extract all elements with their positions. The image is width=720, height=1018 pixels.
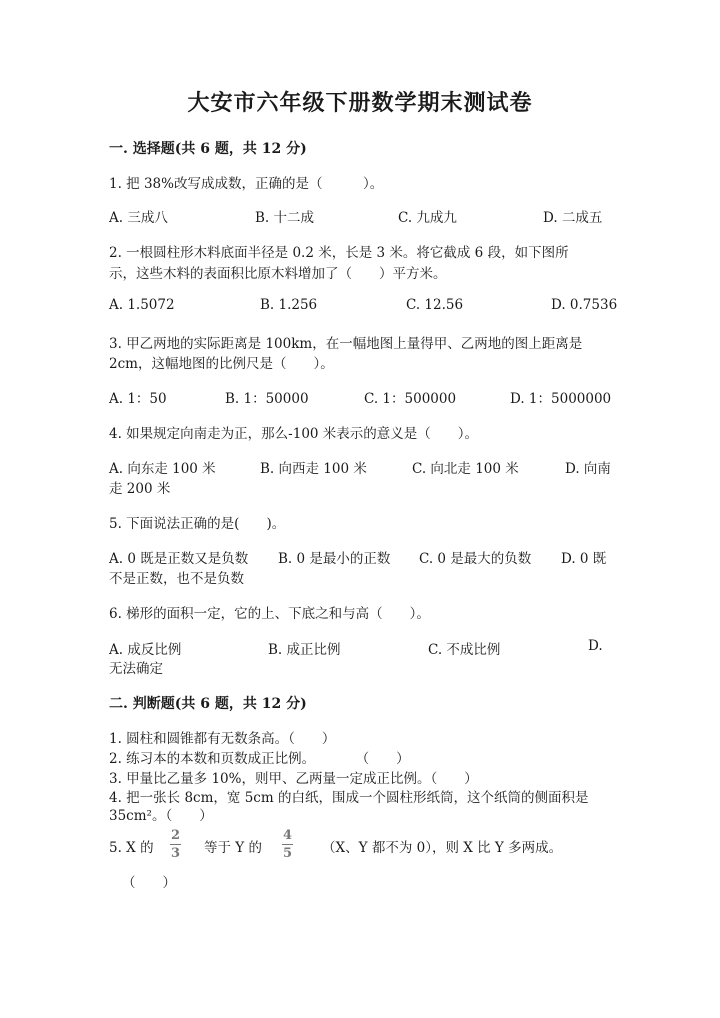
q6-option-d-wrap: 无法确定 bbox=[109, 661, 163, 677]
question-2-line1: 2. 一根圆柱形木料底面半径是 0.2 米，长是 3 米。将它截成 6 段，如下图所 bbox=[109, 245, 569, 261]
fraction-four-fifths-numerator: 4 bbox=[282, 828, 293, 843]
fraction-bar bbox=[170, 844, 181, 845]
question-3-line2: 2cm，这幅地图的比例尺是（ ）。 bbox=[109, 356, 334, 372]
fraction-four-fifths bbox=[282, 829, 293, 860]
q1-option-c: C. 九成九 bbox=[398, 210, 457, 226]
q5-option-d: D. 0 既 bbox=[561, 551, 607, 567]
q3-option-d: D. 1：5000000 bbox=[510, 391, 612, 407]
q6-option-a: A. 成反比例 bbox=[109, 642, 182, 658]
question-3-line1: 3. 甲乙两地的实际距离是 100km，在一幅地图上量得甲、乙两地的图上距离是 bbox=[109, 336, 583, 352]
q2-option-c: C. 12.56 bbox=[406, 297, 464, 313]
page-title: 大安市六年级下册数学期末测试卷 bbox=[187, 90, 533, 116]
q5-option-b: B. 0 是最小的正数 bbox=[278, 551, 391, 567]
judge-question-3: 3. 甲量比乙量多 10%，则甲、乙两量一定成正比例。（ ） bbox=[109, 771, 478, 787]
q2-option-b: B. 1.256 bbox=[260, 297, 318, 313]
q5-option-a: A. 0 既是正数又是负数 bbox=[109, 551, 249, 567]
question-4-text: 4. 如果规定向南走为正，那么-100 米表示的意义是（ ）。 bbox=[109, 426, 479, 442]
question-1-text: 1. 把 38%改写成成数，正确的是（ ）。 bbox=[109, 176, 384, 192]
judge-question-5-prefix: 5. X 的 bbox=[109, 840, 154, 856]
q3-option-c: C. 1：500000 bbox=[364, 391, 457, 407]
judge-question-1: 1. 圆柱和圆锥都有无数条高。（ ） bbox=[109, 731, 336, 747]
question-6-text: 6. 梯形的面积一定，它的上、下底之和与高（ ）。 bbox=[109, 606, 430, 622]
q2-option-a: A. 1.5072 bbox=[109, 297, 175, 313]
q1-option-d: D. 二成五 bbox=[543, 210, 603, 226]
q6-option-b: B. 成正比例 bbox=[268, 642, 341, 658]
q4-option-d-wrap: 走 200 米 bbox=[109, 481, 171, 497]
question-5-text: 5. 下面说法正确的是( )。 bbox=[109, 516, 286, 532]
fraction-bar bbox=[282, 844, 293, 845]
section-heading-judgement: 二. 判断题(共 6 题，共 12 分) bbox=[109, 696, 307, 712]
q2-option-d: D. 0.7536 bbox=[551, 297, 618, 313]
q6-option-d: D. bbox=[588, 638, 603, 654]
q4-option-a: A. 向东走 100 米 bbox=[109, 461, 216, 477]
q6-option-c: C. 不成比例 bbox=[428, 642, 501, 658]
q5-option-c: C. 0 是最大的负数 bbox=[419, 551, 532, 567]
fraction-four-fifths-denominator: 5 bbox=[282, 846, 293, 861]
judge-question-4-line1: 4. 把一张长 8cm，宽 5cm 的白纸，围成一个圆柱形纸筒，这个纸筒的侧面积是 bbox=[109, 790, 589, 806]
judge-question-5-middle: 等于 Y 的 bbox=[204, 840, 262, 856]
q5-option-d-wrap: 不是正数，也不是负数 bbox=[109, 571, 244, 587]
question-2-line2: 示，这些木料的表面积比原木料增加了（ ）平方米。 bbox=[109, 266, 447, 282]
judge-question-5-suffix: （X、Y 都不为 0），则 X 比 Y 多两成。 bbox=[322, 840, 563, 856]
judge-question-2: 2. 练习本的本数和页数成正比例。 （ ） bbox=[109, 751, 410, 767]
q3-option-b: B. 1：50000 bbox=[225, 391, 309, 407]
section-heading-choice: 一. 选择题(共 6 题，共 12 分) bbox=[109, 141, 307, 157]
fraction-two-thirds bbox=[170, 829, 181, 860]
q4-option-d: D. 向南 bbox=[565, 461, 611, 477]
fraction-two-thirds-numerator: 2 bbox=[170, 828, 181, 843]
q3-option-a: A. 1：50 bbox=[109, 391, 167, 407]
judge-question-5-answer-blank: （ ） bbox=[122, 875, 176, 891]
q1-option-b: B. 十二成 bbox=[255, 210, 315, 226]
fraction-two-thirds-denominator: 3 bbox=[170, 846, 181, 861]
q4-option-b: B. 向西走 100 米 bbox=[260, 461, 367, 477]
q1-option-a: A. 三成八 bbox=[109, 210, 168, 226]
judge-question-4-line2: 35cm²。（ ） bbox=[109, 808, 213, 824]
q4-option-c: C. 向北走 100 米 bbox=[412, 461, 519, 477]
